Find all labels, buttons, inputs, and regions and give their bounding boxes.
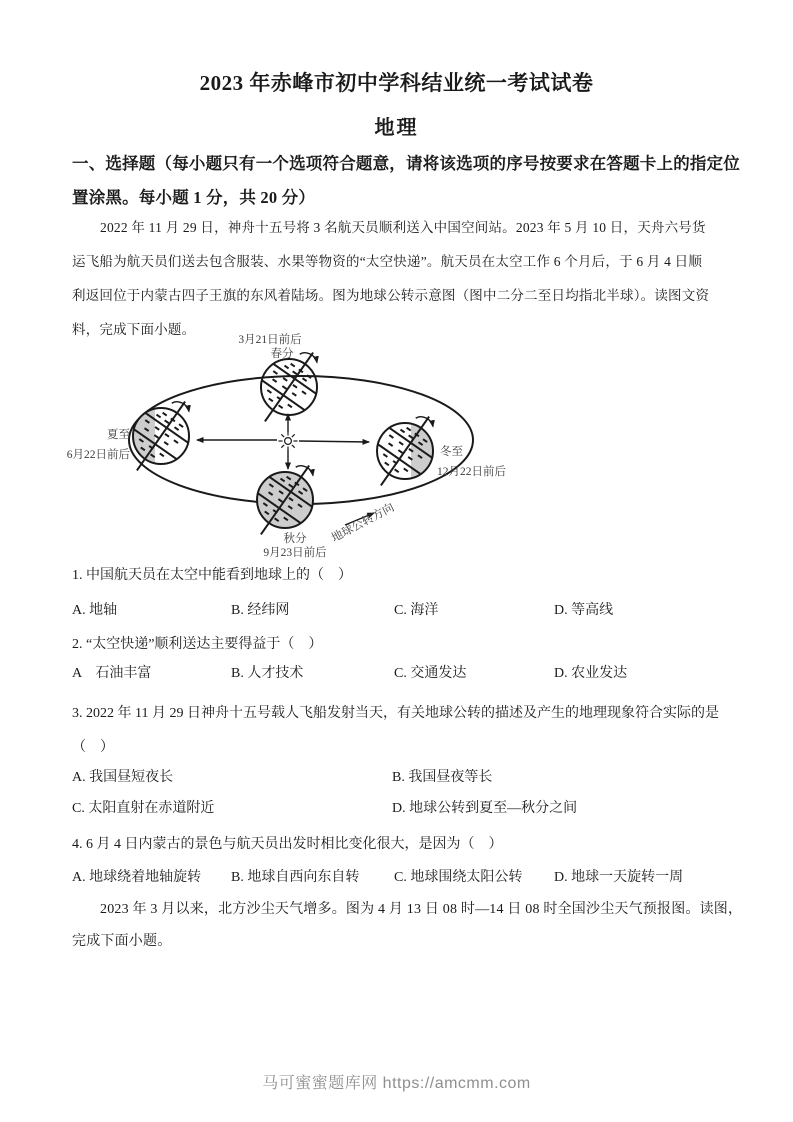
spring-date-label: 3月21日前后: [238, 334, 302, 346]
section-heading-line2: 置涂黑。每小题 1 分，共 20 分）: [72, 188, 316, 207]
question-2-text: 2. “太空快递”顺利送达主要得益于（ ）: [72, 637, 323, 652]
spring-equinox-label: 春分: [270, 348, 294, 360]
passage-2-line2: 完成下面小题。: [72, 934, 172, 949]
sun-arrow-right: [299, 441, 369, 442]
revolution-direction-label: 地球公转方向: [329, 501, 397, 545]
question-3-text-line2: （ ）: [72, 740, 114, 755]
question-1-text: 1. 中国航天员在太空中能看到地球上的（ ）: [72, 568, 352, 583]
summer-date-label: 6月22日前后: [66, 449, 130, 461]
question-1-options: [72, 599, 732, 619]
subject-title: 地理: [374, 117, 419, 139]
intro-paragraph-line1: 2022 年 11 月 29 日，神舟十五号将 3 名航天员顺利送入中国空间站。2023 年 5 月 10 日，天舟六号货: [100, 220, 706, 235]
option-item: D. 农业发达: [554, 666, 628, 681]
question-4-text: 4. 6 月 4 日内蒙古的景色与航天员出发时相比变化很大，是因为（ ）: [72, 837, 503, 852]
page-title: 2023 年赤峰市初中学科结业统一考试试卷: [199, 71, 594, 95]
option-item: A. 地球绕着地轴旋转: [72, 870, 202, 885]
option-item: B. 经纬网: [231, 603, 290, 618]
option-item: B. 我国昼夜等长: [392, 770, 493, 785]
question-2-options: [72, 662, 732, 682]
passage-2-line1: 2023 年 3 月以来，北方沙尘天气增多。图为 4 月 13 日 08 时—14 日 08 时全国沙尘天气预报图。读图，: [100, 902, 743, 917]
option-item: D. 地球公转到夏至—秋分之间: [392, 801, 578, 816]
option-item: C. 太阳直射在赤道附近: [72, 801, 215, 816]
option-item: A. 地轴: [72, 603, 118, 618]
option-item: B. 地球自西向东自转: [231, 870, 360, 885]
option-item: A 石油丰富: [72, 666, 152, 681]
winter-solstice-label: 冬至: [440, 446, 463, 458]
sun-icon: [279, 432, 298, 451]
sun-arrows: [197, 414, 369, 469]
question-3-text-line1: 3. 2022 年 11 月 29 日神舟十五号载人飞船发射当天，有关地球公转的描述及产生的地理现象符合实际的是: [72, 706, 719, 721]
option-item: A. 我国昼短夜长: [72, 770, 174, 785]
summer-solstice-label: 夏至: [107, 429, 130, 441]
option-item: C. 海洋: [394, 603, 439, 618]
earth-winter-solstice: [372, 411, 438, 491]
intro-paragraph-line4: 料，完成下面小题。: [72, 322, 196, 337]
footer-watermark: 马可蜜蜜题库网 https://amcmm.com: [262, 1075, 531, 1092]
option-item: C. 交通发达: [394, 666, 467, 681]
earth-autumn-equinox: [252, 460, 318, 540]
option-item: C. 地球围绕太阳公转: [394, 870, 523, 885]
winter-date-label: 12月22日前后: [437, 466, 506, 478]
intro-paragraph-line2: 运飞船为航天员们送去包含服装、水果等物资的“太空快递”。航天员在太空工作 6 个月后，于 6 月 4 日顺: [72, 254, 703, 269]
intro-paragraph-line3: 利返回位于内蒙古四子王旗的东风着陆场。图为地球公转示意图（图中二分二至日均指北半球）。读图文资: [72, 288, 710, 303]
question-3-options-row1: [72, 766, 732, 786]
option-item: D. 地球一天旋转一周: [554, 870, 684, 885]
question-4-options: [72, 866, 732, 886]
section-heading-line1: 一、选择题（每小题只有一个选项符合题意，请将该选项的序号按要求在答题卡上的指定位: [72, 154, 740, 173]
question-3-options-row2: [72, 797, 732, 817]
autumn-equinox-label: 秋分: [283, 533, 307, 545]
earth-revolution-diagram: [58, 328, 532, 568]
earth-summer-solstice: [128, 396, 194, 476]
option-item: D. 等高线: [554, 603, 614, 618]
option-item: B. 人才技术: [231, 666, 304, 681]
autumn-date-label: 9月23日前后: [263, 547, 327, 559]
